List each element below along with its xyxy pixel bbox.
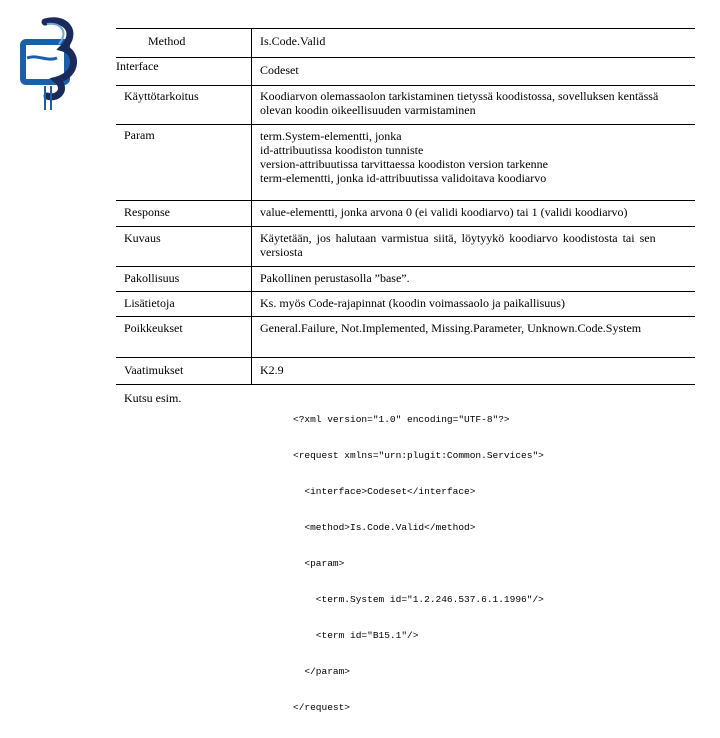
row-value-cell (252, 227, 695, 266)
table-row-kayttotarkoitus (116, 86, 695, 125)
row-label-cell (116, 125, 252, 200)
row-line: olevan koodin oikeellisuuden varmistaminen (260, 103, 476, 117)
row-value-cell (252, 267, 695, 291)
row-line: version-attribuutissa tarvittaessa koodiston version tarkenne (260, 157, 548, 171)
code-line: <param> (293, 558, 345, 569)
example-section (116, 385, 695, 713)
code-line: <term.System id="1.2.246.537.6.1.1996"/> (293, 594, 544, 605)
example-code-block (293, 390, 544, 738)
interface-value-cell (252, 57, 695, 85)
row-value-cell (252, 125, 695, 200)
row-label-cell (116, 201, 252, 226)
example-label: Kutsu esim. (124, 391, 182, 405)
row-label: Käyttötarkoitus (124, 89, 199, 103)
interface-label: Interface (116, 59, 159, 73)
row-value-cell (252, 292, 695, 316)
row-line: id-attribuutissa koodiston tunniste (260, 143, 424, 157)
row-label-cell (116, 227, 252, 266)
method-row (116, 28, 695, 58)
method-label: Method (148, 34, 186, 48)
table-row-vaatimukset (116, 358, 695, 385)
row-line: versiosta (260, 245, 303, 259)
table-row-poikkeukset (116, 317, 695, 358)
row-line: term.System-elementti, jonka (260, 129, 402, 143)
row-label: Kuvaus (124, 231, 161, 245)
code-line: </request> (293, 702, 351, 713)
table-row-lisatietoja (116, 292, 695, 317)
row-value-cell (252, 201, 695, 226)
method-value-cell (252, 29, 695, 57)
row-label: Poikkeukset (124, 321, 183, 335)
row-label: Vaatimukset (124, 363, 184, 377)
interface-row (116, 57, 695, 86)
interface-label-cell (116, 57, 252, 85)
row-line: value-elementti, jonka arvona 0 (ei validi koodiarvo) tai 1 (validi koodiarvo) (260, 205, 628, 219)
row-line: Pakollinen perustasolla ”base”. (260, 271, 410, 285)
code-line: <request xmlns="urn:plugit:Common.Services"> (293, 450, 544, 461)
table-row-kuvaus (116, 227, 695, 267)
row-label: Pakollisuus (124, 271, 180, 285)
code-line: <method>Is.Code.Valid</method> (293, 522, 476, 533)
code-line: </param> (293, 666, 351, 677)
row-label-cell (116, 86, 252, 124)
row-value-cell (252, 86, 695, 124)
row-label: Response (124, 205, 170, 219)
table-row-pakollisuus (116, 267, 695, 292)
table-row-response (116, 201, 695, 227)
row-value-cell (252, 317, 695, 357)
code-line: <?xml version="1.0" encoding="UTF-8"?> (293, 414, 510, 425)
row-line: Koodiarvon olemassaolon tarkistaminen tietyssä koodistossa, sovelluksen kentässä (260, 89, 659, 103)
row-label-cell (116, 317, 252, 357)
row-label: Lisätietoja (124, 296, 175, 310)
code-line: <interface>Codeset</interface> (293, 486, 476, 497)
row-label-cell (116, 292, 252, 316)
method-label-cell (116, 29, 252, 57)
row-label-cell (116, 267, 252, 291)
row-label: Param (124, 128, 155, 142)
row-line: term-elementti, jonka id-attribuutissa validoitava koodiarvo (260, 171, 547, 185)
table-row-param (116, 125, 695, 201)
method-value: Is.Code.Valid (260, 34, 326, 48)
row-line: General.Failure, Not.Implemented, Missing.Parameter, Unknown.Code.System (260, 321, 642, 335)
row-line: K2.9 (260, 363, 284, 377)
row-line: Käytetään, jos halutaan varmistua siitä, löytyykö koodiarvo koodistosta tai sen (260, 231, 656, 245)
stylized-logo-icon (17, 14, 87, 114)
row-line: Ks. myös Code-rajapinnat (koodin voimassaolo ja paikallisuus) (260, 296, 565, 310)
row-value-cell (252, 358, 695, 384)
code-line: <term id="B15.1"/> (293, 630, 419, 641)
row-label-cell (116, 358, 252, 384)
interface-value: Codeset (260, 63, 299, 77)
